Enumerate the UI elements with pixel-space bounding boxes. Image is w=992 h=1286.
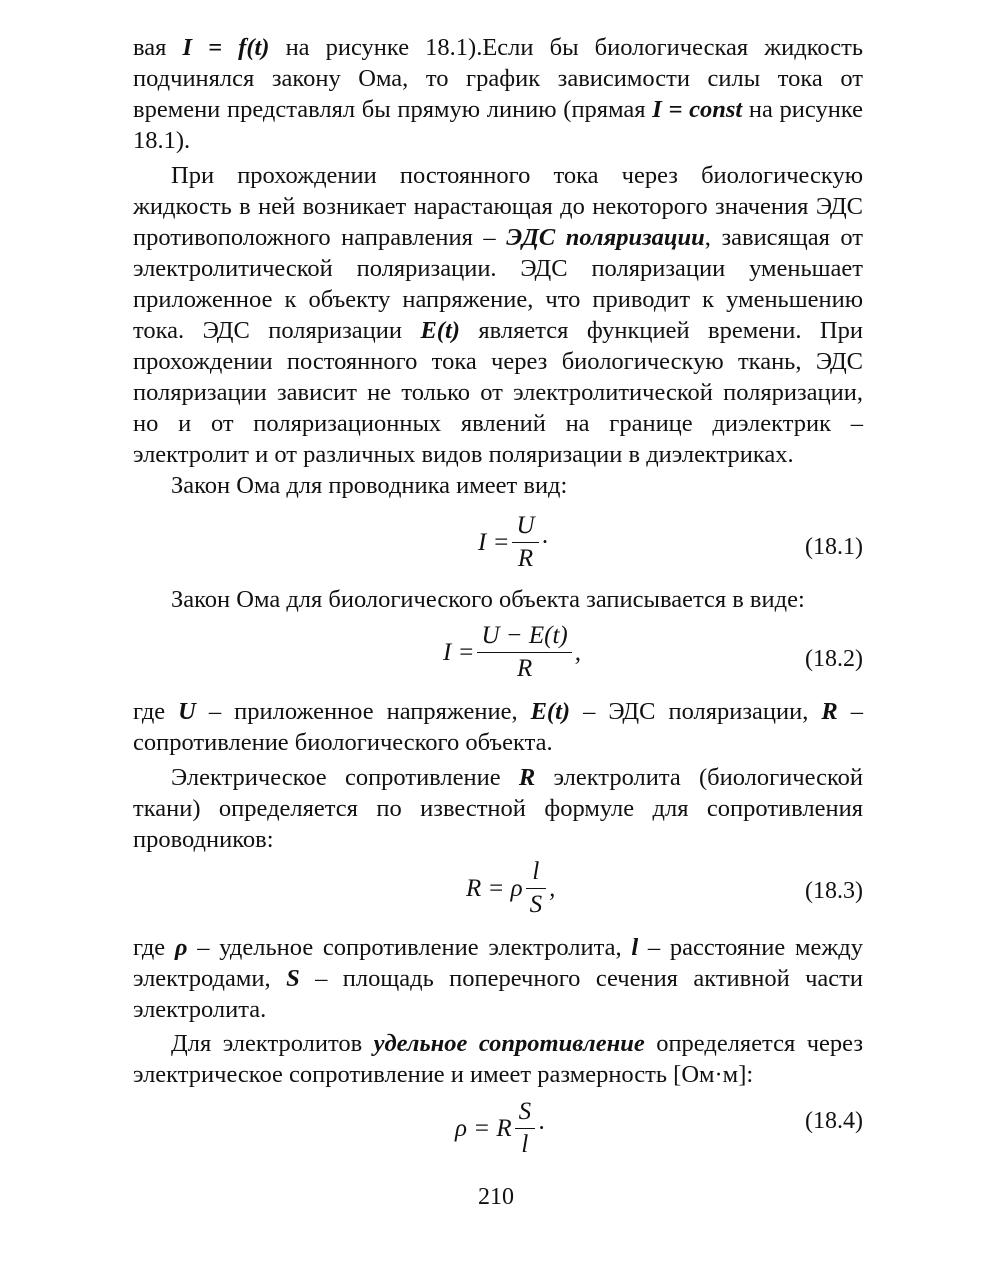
text-segment: Закон Ома для биологического объекта записывается в виде: [171,586,805,613]
text-segment: При прохождении постоянного тока через биологическую жидкость в ней возникает нарастающая до некоторого значения ЭДС противоположного направления – [133,162,863,251]
paragraph-specific-resistance [133,1028,863,1090]
text-segment: является функцией времени. При прохождении постоянного тока через биологическую ткань, ЭДС поляризации зависит не только от электролитической поляризации, но и от поляризационных явлений на границе диэлектрик – электролит и от различных видов поляризации в диэлектриках. [133,317,863,468]
formula-lhs: I = [478,528,510,556]
formula-denominator: l [521,1131,529,1158]
text-segment: – удельное сопротивление электролита, [187,934,632,961]
formula-inline: I = f(t) [182,34,270,61]
text-segment: – приложенное напряжение, [195,698,531,725]
paragraph-ohm-law-intro [133,470,863,501]
formula-tail: , [574,638,581,666]
text-segment: Для электролитов [171,1030,374,1057]
text-segment: электролита (биологической ткани) определяется по известной формуле для сопротивления проводников: [133,764,863,853]
formula-numerator: U [512,512,538,543]
term-emphasis: удельное сопротивление [373,1030,645,1057]
formula-inline: S [286,965,300,992]
equation-number: (18.4) [805,1108,863,1134]
equation-number: (18.2) [805,646,863,672]
formula-denominator: R [517,545,534,572]
term-emphasis: ЭДС поляризации [506,224,705,251]
text-segment: вая [133,34,183,61]
page-number: 210 [478,1184,514,1210]
formula-denominator: R [516,655,533,682]
formula-lhs: I = [443,638,475,666]
equation-number: (18.3) [805,878,863,904]
text-segment: , зависящая от электролитической поляризации. ЭДС поляризации уменьшает приложенное к объекту напряжение, что приводит к уменьшению тока. ЭДС поляризации [133,224,863,344]
formula-numerator: S [515,1098,536,1129]
text-segment: определяется через электрическое сопротивление и имеет размерность [Ом·м]: [133,1030,863,1088]
formula-numerator: U − E(t) [477,622,571,653]
paragraph-where-rho [133,932,863,1025]
paragraph-where-u [133,696,863,758]
text-segment: Электрическое сопротивление [171,764,519,791]
formula-inline: R [518,764,536,791]
formula-18-3 [133,858,863,938]
formula-lhs: R = ρ [466,874,523,902]
paragraph-ohm-graph [133,32,863,156]
formula-tail: · [538,1114,545,1142]
formula-18-1 [133,512,863,592]
text-segment: где [133,934,175,961]
paragraph-polarization [133,160,863,470]
formula-inline: E(t) [530,698,571,725]
formula-denominator: S [529,891,543,918]
text-segment: где [133,698,179,725]
text-segment: на рисунке 18.1). [133,96,863,154]
formula-inline: E(t) [420,317,460,344]
formula-inline: U [178,698,196,725]
formula-lhs: ρ = R [455,1114,512,1142]
equation-number: (18.1) [805,534,863,560]
text-segment: на рисунке 18.1).Если бы биологическая жидкость подчинялся закону Ома, то график зависимости силы тока от времени представлял бы прямую линию (прямая [133,34,864,123]
formula-inline: l [631,934,639,961]
paragraph-resistance [133,762,863,855]
text-segment: – сопротивление биологического объекта. [133,698,864,756]
formula-18-2 [133,622,863,702]
text-segment: – площадь поперечного сечения активной части электролита. [133,965,863,1023]
text-segment: – расстояние между электродами, [133,934,864,992]
text-segment: Закон Ома для проводника имеет вид: [171,472,568,499]
formula-numerator: l [526,858,547,889]
paragraph-ohm-law-bio [133,584,863,615]
formula-tail: , [549,874,556,902]
formula-inline: ρ [174,934,188,961]
formula-18-4 [133,1098,863,1178]
formula-inline: R [821,698,838,725]
formula-tail: · [541,528,548,556]
text-segment: – ЭДС поляризации, [570,698,822,725]
formula-inline: I = const [652,96,743,123]
